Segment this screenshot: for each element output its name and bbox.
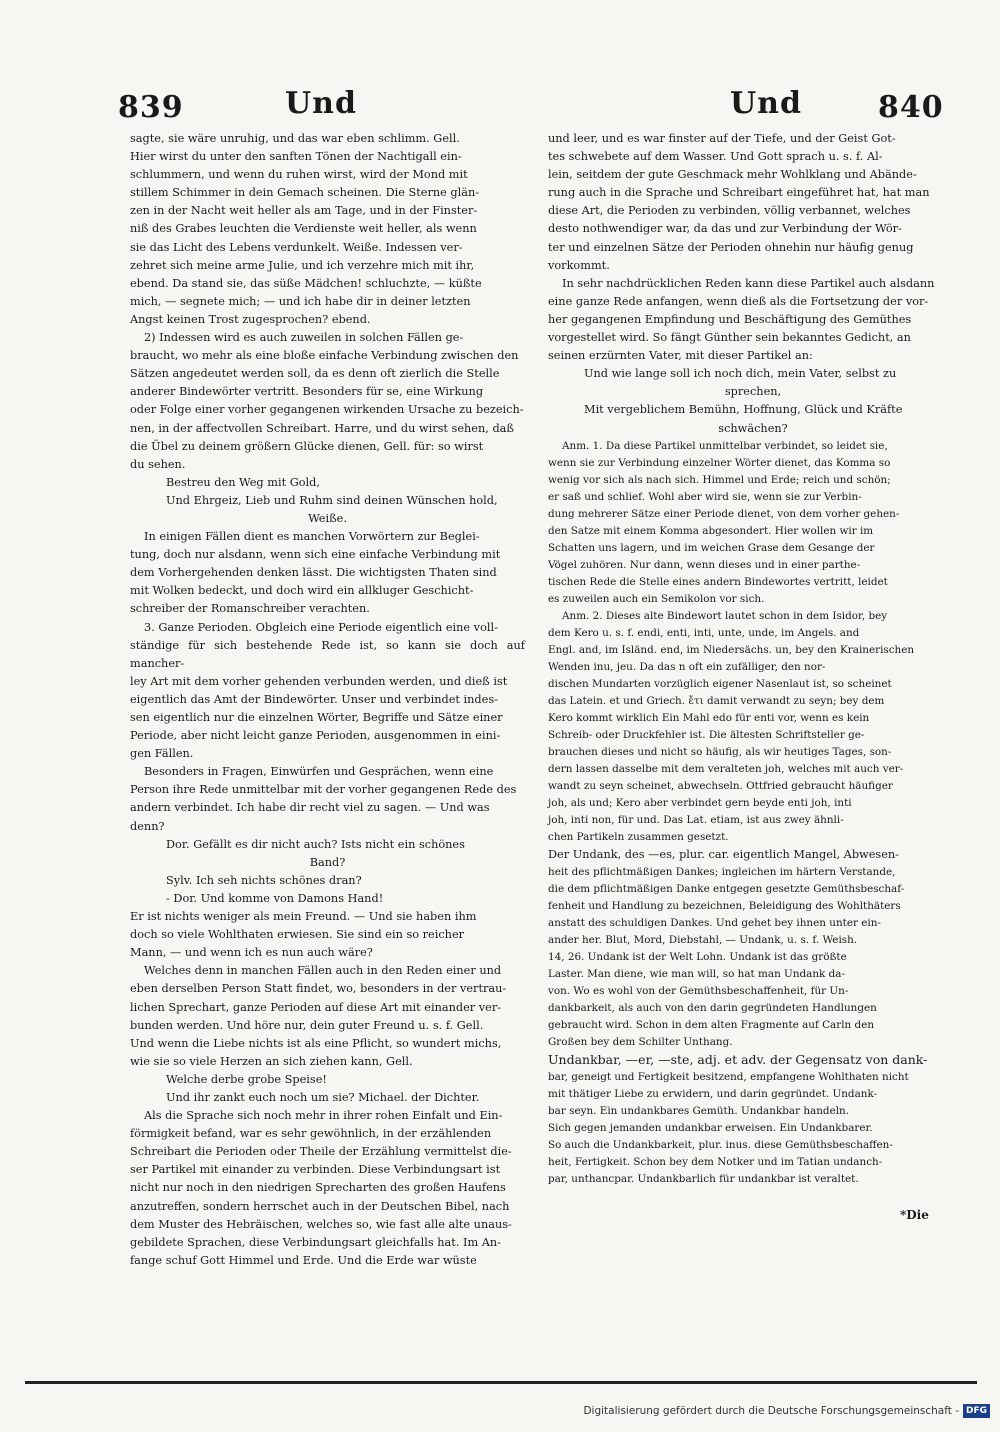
page-number-right: 840 (878, 90, 944, 125)
text-line: wenn sie zur Verbindung einzelner Wörter dienet, das Komma so (548, 456, 891, 469)
text-line: fenheit und Handlung zu bezeichnen, Beleidigung des Wohlthäters (548, 899, 901, 912)
text-line: bar seyn. Ein undankbares Gemüth. Undankbar handeln. (548, 1104, 850, 1117)
text-line: förmigkeit befand, war es sehr gewöhnlich, in der erzählenden (130, 1127, 492, 1141)
text-line: dem Vorhergehenden denken lässt. Die wichtigsten Thaten sind (130, 566, 497, 580)
text-line: bunden werden. Und höre nur, dein guter Freund u. s. f. Gell. (130, 1018, 484, 1032)
text-line: In sehr nachdrücklichen Reden kann diese Partikel auch alsdann (562, 276, 935, 290)
text-line: bar, geneigt und Fertigkeit besitzend, empfangene Wohlthaten nicht (548, 1070, 909, 1083)
text-line: andern verbindet. Ich habe dir recht viel zu sagen. — Und was (130, 801, 490, 815)
text-line: lein, seitdem der gute Geschmack mehr Wohlklang und Abände- (548, 168, 917, 182)
text-line: seinen erzürnten Vater, mit dieser Partikel an: (548, 349, 813, 363)
catchword: *Die (900, 1208, 929, 1222)
text-line: joh, inti non, für und. Das Lat. etiam, ist aus zwey ähnli- (548, 813, 844, 826)
text-line: mit thätiger Liebe zu erwidern, und darin gegründet. Undank- (548, 1087, 878, 1100)
text-line: dem Kero u. s. f. endi, enti, inti, unte, unde, im Angels. and (548, 626, 860, 639)
text-line: gebildete Sprachen, diese Verbindungsart gleichfalls hat. Im An- (130, 1235, 501, 1249)
text-line: Undankbar, —er, —ste, adj. et adv. der Gegensatz von dank- (548, 1051, 928, 1067)
dfg-logo: DFG (963, 1404, 990, 1418)
text-line: desto nothwendiger war, da das und zur Verbindung der Wör- (548, 222, 902, 236)
text-line: oder Folge einer vorher gegangenen wirkenden Ursache zu bezeich- (130, 403, 524, 417)
text-line: wandt zu seyn scheinet, abwechseln. Ottfried gebraucht häufiger (548, 779, 893, 792)
text-line: wenig vor sich als nach sich. Himmel und Erde; reich und schön; (548, 473, 891, 486)
text-line: Sylv. Ich seh nichts schönes dran? (166, 873, 362, 887)
text-line: niß des Grabes leuchten die Verdienste weit heller, als wenn (130, 222, 477, 236)
text-line: Großen bey dem Schilter Unthang. (548, 1035, 733, 1048)
text-line: chen Partikeln zusammen gesetzt. (548, 830, 729, 843)
text-line: Und wie lange soll ich noch dich, mein Vater, selbst zu (584, 367, 897, 381)
text-line: Welche derbe grobe Speise! (166, 1072, 327, 1086)
text-line: gebraucht wird. Schon in dem alten Fragmente auf Carln den (548, 1018, 875, 1031)
text-line: eigentlich das Amt der Bindewörter. Unser und verbindet indes- (130, 692, 498, 706)
text-line: In einigen Fällen dient es manchen Vorwörtern zur Beglei- (144, 530, 480, 544)
text-line: Sätzen angedeutet werden soll, da es denn oft zierlich die Stelle (130, 367, 500, 381)
text-line: sie das Licht des Lebens verdunkelt. Weiße. Indessen ver- (130, 240, 463, 254)
text-line: 3. Ganze Perioden. Obgleich eine Periode eigentlich eine voll- (144, 620, 498, 634)
text-line: Kero kommt wirklich Ein Mahl edo für enti vor, wenn es kein (548, 711, 870, 724)
text-line: Und wenn die Liebe nichts ist als eine Pflicht, so wundert michs, (130, 1036, 502, 1050)
text-line: Welches denn in manchen Fällen auch in den Reden einer und (144, 964, 502, 978)
text-line: gen Fällen. (130, 747, 194, 761)
text-line: stillem Schimmer in dein Gemach scheinen. Die Sterne glän- (130, 186, 480, 200)
running-head-right: Und (730, 86, 802, 121)
text-line: ley Art mit dem vorher gehenden verbunden werden, und dieß ist (130, 674, 508, 688)
text-line: rung auch in die Sprache und Schreibart eingeführet hat, hat man (548, 186, 930, 200)
text-line: ser Partikel mit einander zu verbinden. Diese Verbindungsart ist (130, 1163, 501, 1177)
text-line: Periode, aber nicht leicht ganze Perioden, ausgenommen in eini- (130, 729, 501, 743)
text-line: Besonders in Fragen, Einwürfen und Gesprächen, wenn eine (144, 765, 494, 779)
text-line: mich, — segnete mich; — und ich habe dir in deiner letzten (130, 294, 471, 308)
text-line: eben derselben Person Statt findet, wo, besonders in der vertrau- (130, 982, 507, 996)
text-line: Sich gegen jemanden undankbar erweisen. Ein Undankbarer. (548, 1121, 873, 1134)
text-line: ter und einzelnen Sätze der Perioden ohnehin nur häufig genug (548, 240, 914, 254)
text-line: Hier wirst du unter den sanften Tönen der Nachtigall ein- (130, 150, 462, 164)
text-line: und leer, und es war finster auf der Tiefe, und der Geist Got- (548, 132, 896, 145)
text-line: Engl. and, im Isländ. end, im Niedersächs. un, bey den Krainerischen (548, 643, 915, 656)
text-line: Laster. Man diene, wie man will, so hat man Undank da- (548, 967, 846, 980)
text-line: lichen Sprechart, ganze Perioden auf diese Art mit einander ver- (130, 1000, 502, 1014)
text-line: par, unthancpar. Undankbarlich für undankbar ist veraltet. (548, 1172, 859, 1185)
left-column (130, 130, 525, 1270)
text-line: anzutreffen, sondern herrschet auch in der Deutschen Bibel, nach (130, 1199, 510, 1213)
text-line: Dor. Gefällt es dir nicht auch? Ists nicht ein schönes (166, 837, 465, 851)
text-line: Wenden inu, jeu. Da das n oft ein zufälliger, den nor- (548, 660, 826, 673)
text-line: tes schwebete auf dem Wasser. Und Gott sprach u. s. f. Al- (548, 150, 883, 164)
text-line: joh, als und; Kero aber verbindet gern beyde enti joh, inti (548, 796, 852, 809)
text-line: heit, Fertigkeit. Schon bey dem Notker und im Tatian undanch- (548, 1155, 883, 1168)
text-line: Mit vergeblichem Bemühn, Hoffnung, Glück und Kräfte (584, 403, 903, 417)
text-line: von. Wo es wohl von der Gemüthsbeschaffenheit, für Un- (548, 984, 849, 997)
text-line: nen, in der affectvollen Schreibart. Harre, und du wirst sehen, daß (130, 421, 514, 435)
text-line: - Dor. Und komme von Damons Hand! (166, 891, 384, 905)
text-line: vorkommt. (548, 258, 610, 272)
text-line: anderer Bindewörter vertritt. Besonders für se, eine Wirkung (130, 385, 484, 399)
text-line: sagte, sie wäre unruhig, und das war eben schlimm. Gell. (130, 132, 460, 145)
text-line: diese Art, die Perioden zu verbinden, völlig verbannet, welches (548, 204, 911, 218)
text-line: tung, doch nur alsdann, wenn sich eine einfache Verbindung mit (130, 548, 501, 562)
text-line: Vögel zuhören. Nur dann, wenn dieses und in einer parthe- (548, 558, 861, 571)
text-line: ständige für sich bestehende Rede ist, so kann sie doch auf mancher- (130, 638, 525, 670)
text-line: mit Wolken bedeckt, und doch wird ein allkluger Geschicht- (130, 584, 474, 598)
footer-text: Digitalisierung gefördert durch die Deutsche Forschungsgemeinschaft - (583, 1405, 959, 1417)
text-line: Schreibart die Perioden oder Theile der Erzählung vermittelst die- (130, 1145, 512, 1159)
text-line: es zuweilen auch ein Semikolon vor sich. (548, 592, 765, 605)
text-line: den Satze mit einem Komma abgesondert. Hier wollen wir im (548, 524, 874, 537)
text-line: 2) Indessen wird es auch zuweilen in solchen Fällen ge- (144, 331, 464, 345)
text-line: Angst keinen Trost zugesprochen? ebend. (130, 312, 371, 326)
text-line: zehret sich meine arme Julie, und ich verzehre mich mit ihr, (130, 258, 475, 272)
text-line: Weiße. (308, 511, 347, 525)
text-line: ebend. Da stand sie, das süße Mädchen! schluchzte, — küßte (130, 276, 482, 290)
text-line: Als die Sprache sich noch mehr in ihrer rohen Einfalt und Ein- (144, 1109, 503, 1123)
page-number-left: 839 (118, 90, 184, 125)
text-line: Schatten uns lagern, und im weichen Grase dem Gesange der (548, 541, 875, 554)
text-line: sen eigentlich nur die einzelnen Wörter, Begriffe und Sätze einer (130, 711, 503, 724)
text-line: eine ganze Rede anfangen, wenn dieß als die Fortsetzung der vor- (548, 294, 929, 308)
text-line: schwächen? (718, 421, 788, 435)
text-line: er saß und schlief. Wohl aber wird sie, wenn sie zur Verbin- (548, 490, 862, 503)
text-line: Anm. 2. Dieses alte Bindewort lautet schon in dem Isidor, bey (562, 609, 888, 622)
text-line: Er ist nichts weniger als mein Freund. — Und sie haben ihm (130, 910, 477, 924)
text-line: schreiber der Romanschreiber verachten. (130, 602, 370, 616)
text-line: Mann, — und wenn ich es nun auch wäre? (130, 946, 373, 960)
footer-credit (583, 1404, 990, 1418)
text-line: Der Undank, des —es, plur. car. eigentlich Mangel, Abwesen- (548, 847, 899, 861)
text-line: So auch die Undankbarkeit, plur. inus. diese Gemüthsbeschaffen- (548, 1138, 893, 1151)
text-line: braucht, wo mehr als eine bloße einfache Verbindung zwischen den (130, 349, 519, 363)
text-line: Anm. 1. Da diese Partikel unmittelbar verbindet, so leidet sie, (562, 439, 888, 452)
text-line: du sehen. (130, 457, 186, 471)
bottom-rule (25, 1381, 977, 1384)
text-line: Person ihre Rede unmittelbar mit der vorher gegangenen Rede des (130, 783, 517, 797)
text-line: heit des pflichtmäßigen Dankes; ingleichen im härtern Verstande, (548, 865, 896, 878)
text-line: dung mehrerer Sätze einer Periode dienet, von dem vorher gehen- (548, 507, 900, 520)
text-line: denn? (130, 819, 165, 833)
text-line: dischen Mundarten vorzüglich eigener Nasenlaut ist, so scheinet (548, 677, 892, 690)
text-line: anstatt des schuldigen Dankes. Und gehet bey ihnen unter ein- (548, 916, 881, 929)
text-line: zen in der Nacht weit heller als am Tage, und in der Finster- (130, 204, 478, 218)
text-line: wie sie so viele Herzen an sich ziehen kann, Gell. (130, 1054, 413, 1068)
text-line: Bestreu den Weg mit Gold, (166, 475, 320, 489)
text-line: vorgestellet wird. So fängt Günther sein bekanntes Gedicht, an (548, 331, 911, 345)
text-line: sprechen, (724, 385, 782, 399)
text-line: das Latein. et und Griech. ἔτι damit verwandt zu seyn; bey dem (548, 694, 885, 707)
text-line: schlummern, und wenn du ruhen wirst, wird der Mond mit (130, 168, 468, 182)
running-head-left: Und (285, 86, 357, 121)
text-line: ander her. Blut, Mord, Diebstahl, — Undank, u. s. f. Weish. (548, 933, 858, 946)
text-line: her gegangenen Empfindung und Beschäftigung des Gemüthes (548, 312, 912, 326)
text-line: Und Ehrgeiz, Lieb und Ruhm sind deinen Wünschen hold, (166, 493, 498, 507)
text-line: Und ihr zankt euch noch um sie? Michael. der Dichter. (166, 1090, 480, 1104)
text-line: dern lassen dasselbe mit dem veralteten joh, welches mit auch ver- (548, 762, 904, 775)
text-line: die Übel zu deinem größern Glücke dienen, Gell. für: so wirst (130, 439, 484, 453)
text-line: brauchen dieses und nicht so häufig, als wir heutiges Tages, son- (548, 745, 892, 758)
text-line: Schreib- oder Druckfehler ist. Die ältesten Schriftsteller ge- (548, 728, 865, 741)
text-line: dem Muster des Hebräischen, welches so, wie fast alle alte unaus- (130, 1217, 512, 1231)
text-line: tischen Rede die Stelle eines andern Bindewortes vertritt, leidet (548, 575, 888, 588)
text-line: Band? (309, 855, 346, 869)
right-column (548, 130, 958, 1188)
text-line: dankbarkeit, als auch von den darin gegründeten Handlungen (548, 1001, 877, 1014)
text-line: doch so viele Wohlthaten erwiesen. Sie sind ein so reicher (130, 928, 465, 942)
text-line: nicht nur noch in den niedrigen Sprecharten des großen Haufens (130, 1181, 506, 1195)
text-line: die dem pflichtmäßigen Danke entgegen gesetzte Gemüthsbeschaf- (548, 882, 905, 895)
text-line: fange schuf Gott Himmel und Erde. Und die Erde war wüste (130, 1253, 477, 1267)
text-line: 14, 26. Undank ist der Welt Lohn. Undank ist das größte (548, 950, 847, 963)
